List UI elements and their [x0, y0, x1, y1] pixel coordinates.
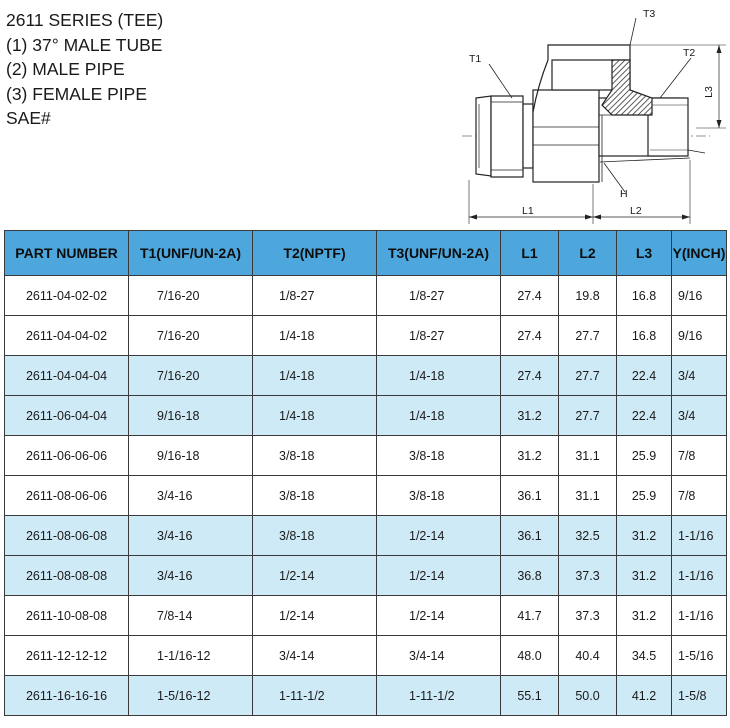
l2-cell: 31.1 [559, 476, 617, 516]
part-number-cell: 2611-04-04-02 [5, 316, 129, 356]
l3-cell: 31.2 [617, 596, 672, 636]
t2-cell: 1/4-18 [253, 396, 377, 436]
l2-cell: 50.0 [559, 676, 617, 716]
table-row [5, 396, 727, 436]
y-cell: 9/16 [672, 316, 727, 356]
t3-cell: 1/4-18 [377, 356, 501, 396]
l1-cell: 31.2 [501, 436, 559, 476]
t1-cell: 7/16-20 [129, 356, 253, 396]
l3-cell: 25.9 [617, 476, 672, 516]
t1-cell: 1-5/16-12 [129, 676, 253, 716]
t1-male-thread [491, 96, 523, 177]
t1-cell: 7/8-14 [129, 596, 253, 636]
t1-cell: 3/4-16 [129, 476, 253, 516]
t3-cell: 3/8-18 [377, 476, 501, 516]
t2-cell: 3/8-18 [253, 516, 377, 556]
t3-label: T3 [643, 8, 656, 20]
l2-cell: 40.4 [559, 636, 617, 676]
col-header-l3: L3 [617, 231, 672, 276]
l2-cell: 27.7 [559, 356, 617, 396]
t1-cell: 3/4-16 [129, 516, 253, 556]
l3-cell: 31.2 [617, 516, 672, 556]
l1-cell: 27.4 [501, 356, 559, 396]
table-row [5, 276, 727, 316]
t1-cell: 3/4-16 [129, 556, 253, 596]
t2-cell: 1/2-14 [253, 596, 377, 636]
port-3-description: (3) FEMALE PIPE [6, 83, 148, 104]
part-number-cell: 2611-08-06-06 [5, 476, 129, 516]
col-header-y: Y(INCH) [672, 231, 727, 276]
t3-cell: 1/8-27 [377, 276, 501, 316]
t3-cell: 3/4-14 [377, 636, 501, 676]
t2-cell: 3/4-14 [253, 636, 377, 676]
t2-cell: 3/8-18 [253, 476, 377, 516]
y-cell: 1-5/16 [672, 636, 727, 676]
table-row [5, 556, 727, 596]
part-number-cell: 2611-04-04-04 [5, 356, 129, 396]
col-header-part-number: PART NUMBER [5, 231, 129, 276]
t2-cell: 1/2-14 [253, 556, 377, 596]
y-cell: 1-1/16 [672, 556, 727, 596]
port-2-description: (2) MALE PIPE [6, 59, 125, 79]
l3-cell: 22.4 [617, 396, 672, 436]
l2-cell: 37.3 [559, 556, 617, 596]
l3-cell: 31.2 [617, 556, 672, 596]
h-label: H [620, 188, 628, 200]
part-number-cell: 2611-04-02-02 [5, 276, 129, 316]
table-row [5, 356, 727, 396]
y-cell: 9/16 [672, 276, 727, 316]
l2-cell: 27.7 [559, 396, 617, 436]
t3-cell: 1/4-18 [377, 396, 501, 436]
t1-cell: 9/16-18 [129, 436, 253, 476]
col-header-t2: T2(NPTF) [253, 231, 377, 276]
y-cell: 1-1/16 [672, 516, 727, 556]
table-row [5, 516, 727, 556]
l3-cell: 16.8 [617, 276, 672, 316]
y-cell: 3/4 [672, 396, 727, 436]
l1-cell: 36.8 [501, 556, 559, 596]
t1-cell: 9/16-18 [129, 396, 253, 436]
part-number-cell: 2611-12-12-12 [5, 636, 129, 676]
series-header [6, 8, 163, 131]
l2-cell: 31.1 [559, 436, 617, 476]
table-row [5, 596, 727, 636]
l1-cell: 36.1 [501, 516, 559, 556]
l1-cell: 41.7 [501, 596, 559, 636]
l1-cell: 55.1 [501, 676, 559, 716]
t3-cell: 3/8-18 [377, 436, 501, 476]
l2-cell: 19.8 [559, 276, 617, 316]
col-header-t3: T3(UNF/UN-2A) [377, 231, 501, 276]
y-cell: 7/8 [672, 476, 727, 516]
y-cell: 7/8 [672, 436, 727, 476]
part-number-cell: 2611-10-08-08 [5, 596, 129, 636]
table-row [5, 316, 727, 356]
l3-cell: 41.2 [617, 676, 672, 716]
y-cell: 1-1/16 [672, 596, 727, 636]
t3-cell: 1/2-14 [377, 516, 501, 556]
series-title: 2611 SERIES (TEE) [6, 10, 164, 30]
l1-cell: 27.4 [501, 316, 559, 356]
table-row [5, 476, 727, 516]
t3-cell: 1/8-27 [377, 316, 501, 356]
l1-cell: 31.2 [501, 396, 559, 436]
part-number-cell: 2611-08-06-08 [5, 516, 129, 556]
table-row [5, 636, 727, 676]
table-row [5, 676, 727, 716]
t2-cell: 1/4-18 [253, 316, 377, 356]
part-number-cell: 2611-06-04-04 [5, 396, 129, 436]
t2-cell: 1/8-27 [253, 276, 377, 316]
t2-cell: 1-11-1/2 [253, 676, 377, 716]
col-header-t1: T1(UNF/UN-2A) [129, 231, 253, 276]
t1-flare-end [476, 96, 491, 176]
l1-label: L1 [522, 205, 534, 217]
t2-label: T2 [683, 47, 696, 59]
l3-cell: 25.9 [617, 436, 672, 476]
hex-body [533, 90, 599, 182]
y-cell: 1-5/8 [672, 676, 727, 716]
t3-cell: 1-11-1/2 [377, 676, 501, 716]
standard-label: SAE# [6, 108, 51, 128]
l2-cell: 32.5 [559, 516, 617, 556]
l3-cell: 22.4 [617, 356, 672, 396]
l2-cell: 37.3 [559, 596, 617, 636]
l2-cell: 27.7 [559, 316, 617, 356]
l2-label: L2 [630, 205, 642, 217]
part-number-cell: 2611-06-06-06 [5, 436, 129, 476]
t1-cell: 1-1/16-12 [129, 636, 253, 676]
l1-cell: 27.4 [501, 276, 559, 316]
t1-cell: 7/16-20 [129, 276, 253, 316]
l3-label: L3 [703, 86, 715, 98]
t2-cell: 1/4-18 [253, 356, 377, 396]
l3-cell: 34.5 [617, 636, 672, 676]
tee-fitting-drawing [455, 6, 730, 228]
y-cell: 3/4 [672, 356, 727, 396]
t3-cell: 1/2-14 [377, 556, 501, 596]
specs-table [4, 230, 727, 716]
t3-cell: 1/2-14 [377, 596, 501, 636]
t1-cell: 7/16-20 [129, 316, 253, 356]
l1-cell: 48.0 [501, 636, 559, 676]
t2-cell: 3/8-18 [253, 436, 377, 476]
table-header-row [5, 231, 727, 276]
l1-cell: 36.1 [501, 476, 559, 516]
table-body [5, 276, 727, 716]
l3-cell: 16.8 [617, 316, 672, 356]
table-row [5, 436, 727, 476]
part-number-cell: 2611-16-16-16 [5, 676, 129, 716]
part-number-cell: 2611-08-08-08 [5, 556, 129, 596]
port-1-description: (1) 37° MALE TUBE [6, 34, 163, 55]
col-header-l1: L1 [501, 231, 559, 276]
col-header-l2: L2 [559, 231, 617, 276]
t1-label: T1 [469, 53, 482, 65]
